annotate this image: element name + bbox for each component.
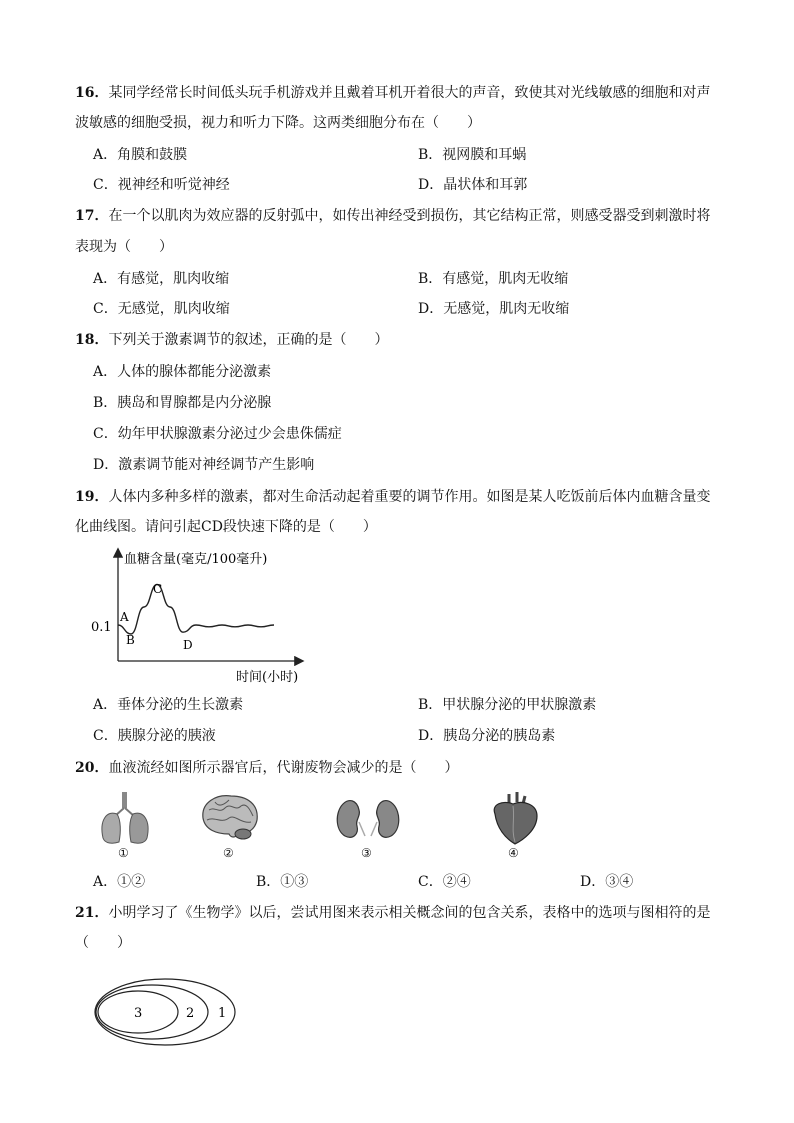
- kidneys-icon: [333, 790, 403, 860]
- q18-option-d[interactable]: D．激素调节能对神经调节产生影响: [93, 457, 315, 473]
- q18-text-1: 下列关于激素调节的叙述，正确的是（ ）: [108, 332, 389, 348]
- blood-sugar-chart: [88, 545, 318, 690]
- q20-option-a[interactable]: A．①②: [93, 874, 146, 890]
- concept-ellipse-diagram: [90, 975, 250, 1050]
- organ-label-4: ④: [508, 846, 519, 860]
- q19-stem-line2: 化曲线图。请问引起CD段快速下降的是（ ）: [75, 519, 377, 535]
- q18-stem-line1: [75, 330, 388, 350]
- organ-label-2: ②: [223, 846, 234, 860]
- brain-icon: [195, 790, 265, 860]
- heart-icon: [487, 790, 547, 860]
- chart-point-c: C: [153, 582, 163, 596]
- lungs-icon: [95, 790, 155, 860]
- chart-y-label: 血糖含量(毫克/100毫升): [124, 552, 268, 567]
- q19-stem-line1: [75, 487, 710, 507]
- q16-option-c[interactable]: C．视神经和听觉神经: [93, 177, 230, 193]
- q17-option-d[interactable]: D．无感觉，肌肉无收缩: [418, 301, 570, 317]
- q20-option-b[interactable]: B．①③: [256, 874, 309, 890]
- q16-option-d[interactable]: D．晶状体和耳郭: [418, 177, 528, 193]
- q21-number: 21．: [75, 905, 109, 921]
- q18-option-a[interactable]: A．人体的腺体都能分泌激素: [93, 364, 272, 380]
- chart-series-line: [118, 585, 274, 635]
- q20-option-c[interactable]: C．②④: [418, 874, 471, 890]
- q19-option-c[interactable]: C．胰腺分泌的胰液: [93, 728, 216, 744]
- q17-stem-line2: 表现为（ ）: [75, 239, 173, 255]
- chart-point-a: A: [120, 610, 129, 624]
- q21-stem-line2: （ ）: [75, 935, 131, 951]
- q16-stem-line1: [75, 83, 710, 103]
- q21-stem-line1: [75, 903, 710, 923]
- ellipse-label-1: 1: [218, 1006, 227, 1021]
- q17-option-c[interactable]: C．无感觉，肌肉收缩: [93, 301, 230, 317]
- ellipse-outer-1: [95, 979, 235, 1045]
- ellipse-label-2: 2: [186, 1006, 195, 1021]
- chart-point-d: D: [183, 638, 193, 652]
- q17-stem-line1: [75, 206, 710, 226]
- q20-text-1: 血液流经如图所示器官后，代谢废物会减少的是（ ）: [108, 760, 459, 776]
- q18-option-b[interactable]: B．胰岛和胃腺都是内分泌腺: [93, 395, 272, 411]
- q16-option-b[interactable]: B．视网膜和耳蜗: [418, 147, 527, 163]
- q19-option-d[interactable]: D．胰岛分泌的胰岛素: [418, 728, 556, 744]
- chart-y-tick: 0.1: [91, 620, 112, 635]
- q16-option-a[interactable]: A．角膜和鼓膜: [93, 147, 188, 163]
- q19-text-1: 人体内多种多样的激素，都对生命活动起着重要的调节作用。如图是某人吃饭前后体内血糖含量变: [108, 489, 711, 505]
- q17-text-1: 在一个以肌肉为效应器的反射弧中，如传出神经受到损伤，其它结构正常，则感受器受到刺激时将: [108, 208, 711, 224]
- ellipse-label-3: 3: [134, 1006, 143, 1021]
- q21-text-1: 小明学习了《生物学》以后，尝试用图来表示相关概念间的包含关系，表格中的选项与图相符的是: [108, 905, 711, 921]
- q16-stem-line2: 波敏感的细胞受损，视力和听力下降。这两类细胞分布在（ ）: [75, 115, 481, 131]
- organ-label-1: ①: [118, 846, 129, 860]
- q20-stem-line1: [75, 758, 458, 778]
- q20-number: 20．: [75, 760, 109, 776]
- q18-number: 18．: [75, 332, 109, 348]
- q19-option-b[interactable]: B．甲状腺分泌的甲状腺激素: [418, 697, 597, 713]
- chart-point-b: B: [126, 633, 135, 647]
- q17-option-a[interactable]: A．有感觉，肌肉收缩: [93, 271, 230, 287]
- q20-option-d[interactable]: D．③④: [580, 874, 634, 890]
- q16-text-1: 某同学经常长时间低头玩手机游戏并且戴着耳机开着很大的声音，致使其对光线敏感的细胞和对声: [108, 85, 711, 101]
- q17-option-b[interactable]: B．有感觉，肌肉无收缩: [418, 271, 569, 287]
- q17-number: 17．: [75, 208, 109, 224]
- organ-label-3: ③: [361, 846, 372, 860]
- q19-number: 19．: [75, 489, 109, 505]
- q18-option-c[interactable]: C．幼年甲状腺激素分泌过少会患侏儒症: [93, 426, 342, 442]
- chart-x-label: 时间(小时): [236, 670, 299, 685]
- q19-option-a[interactable]: A．垂体分泌的生长激素: [93, 697, 244, 713]
- q16-number: 16．: [75, 85, 109, 101]
